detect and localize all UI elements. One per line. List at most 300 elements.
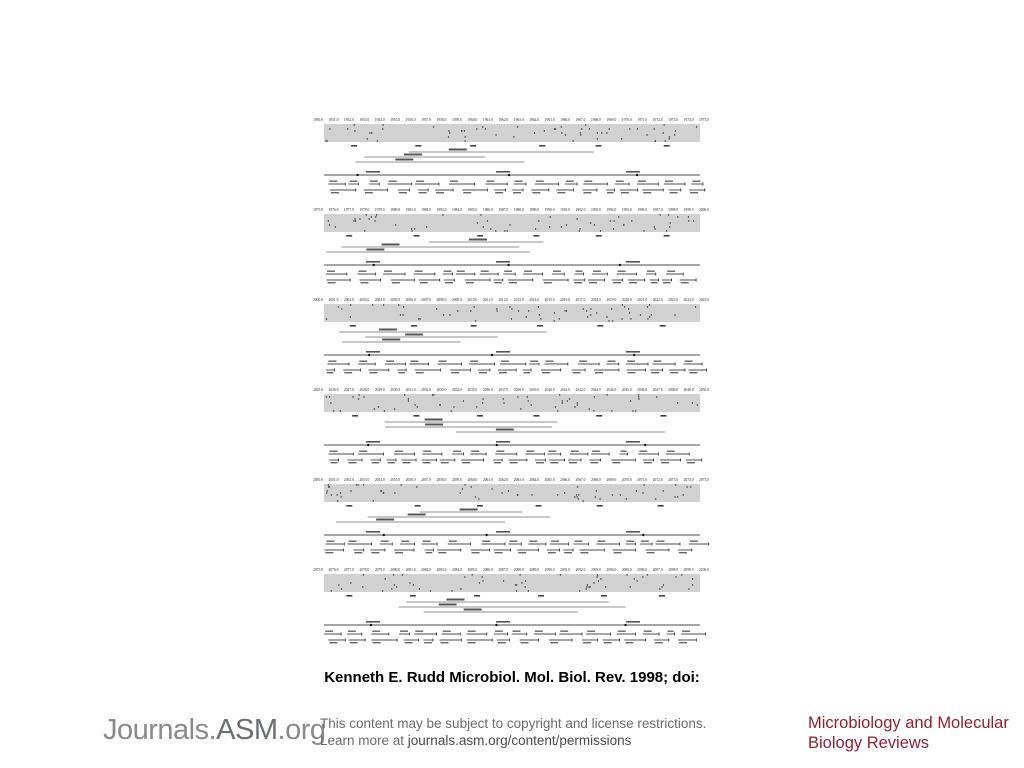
- map-dot: [352, 396, 353, 397]
- scale-tick-label: 2002.0: [343, 298, 354, 302]
- scale-tick-label: 2028.0: [359, 388, 370, 392]
- map-dot: [620, 494, 621, 495]
- footer: [0, 700, 1024, 768]
- map-dot: [553, 320, 554, 321]
- gene-label-mark: [510, 462, 518, 463]
- map-dot: [354, 130, 355, 131]
- map-dot: [599, 498, 600, 499]
- map-dot: [482, 398, 483, 399]
- gene-label-mark: [372, 462, 380, 463]
- gene-label-mark: [651, 282, 658, 283]
- gene-label-mark: [548, 451, 556, 452]
- map-dot: [436, 308, 437, 309]
- gene-label-mark: [670, 192, 678, 193]
- gene-label-mark: [644, 631, 652, 632]
- map-dot: [329, 396, 330, 397]
- map-dot: [693, 220, 694, 221]
- map-dot: [326, 396, 327, 397]
- map-dot: [656, 396, 657, 397]
- map-dot: [465, 136, 466, 137]
- map-dot: [329, 486, 330, 487]
- gene-label-mark: [468, 642, 476, 643]
- map-dot: [355, 220, 356, 221]
- contig-label-mark: [366, 531, 380, 533]
- gene-label-mark: [416, 372, 424, 373]
- map-dot: [478, 498, 479, 499]
- map-dot: [577, 404, 578, 405]
- scale-tick-label: 2063.0: [513, 478, 524, 482]
- map-dot: [517, 126, 518, 127]
- gene-label-mark: [509, 282, 517, 283]
- map-dot: [513, 136, 514, 137]
- scale-tick-label: 2029.0: [374, 388, 385, 392]
- gene-label-mark: [479, 372, 487, 373]
- contig-junction: [642, 534, 644, 536]
- scale-tick-label: 2051.0: [328, 478, 339, 482]
- gene-label-mark: [325, 631, 333, 632]
- map-dot: [416, 486, 417, 487]
- map-dot: [528, 590, 529, 591]
- gene-label-mark: [326, 541, 334, 542]
- map-dot: [496, 308, 497, 309]
- map-dot: [516, 590, 517, 591]
- scale-tick-label: 1978.0: [359, 208, 370, 212]
- scale-tick-label: 2030.0: [390, 388, 401, 392]
- scale-tick-label: 2043.0: [590, 388, 601, 392]
- map-dot: [539, 314, 540, 315]
- scale-tick-label: 2019.0: [606, 298, 617, 302]
- map-dot: [612, 320, 613, 321]
- map-dot: [638, 394, 639, 395]
- notice-line-2: [320, 732, 706, 749]
- map-dot: [598, 580, 599, 581]
- contig-junction: [495, 624, 497, 626]
- gene-label-mark: [410, 361, 418, 362]
- contig-label-mark: [366, 441, 380, 443]
- map-dot: [621, 318, 622, 319]
- journal-name: [808, 713, 1009, 753]
- scale-tick-label: 2024.0: [683, 298, 694, 302]
- map-dot: [585, 124, 586, 125]
- map-dot: [443, 314, 444, 315]
- map-dot: [632, 410, 633, 411]
- map-dot: [622, 304, 623, 305]
- map-dot: [367, 138, 368, 139]
- contig-label-mark: [366, 171, 380, 173]
- gene-label-mark: [647, 271, 655, 272]
- contig-junction: [368, 354, 370, 356]
- map-dot: [328, 220, 329, 221]
- map-dot: [630, 318, 631, 319]
- map-dot: [534, 132, 535, 133]
- gene-label-mark: [628, 372, 636, 373]
- map-dot: [589, 128, 590, 129]
- gene-label-mark: [626, 541, 634, 542]
- map-dot: [606, 132, 607, 133]
- scale-tick-label: 2035.0: [467, 388, 478, 392]
- contig-junction: [367, 444, 369, 446]
- gene-label-mark: [494, 282, 501, 283]
- scale-tick-label: 2000.0: [699, 208, 709, 212]
- minute-label-mark: [596, 235, 602, 237]
- gene-label-mark: [360, 282, 368, 283]
- map-dot: [597, 138, 598, 139]
- gene-label-mark: [589, 282, 597, 283]
- gene-label-mark: [419, 192, 427, 193]
- map-dot: [508, 490, 509, 491]
- map-dot: [426, 226, 427, 227]
- map-dot: [453, 406, 454, 407]
- map-dot: [600, 230, 601, 231]
- map-dot: [448, 130, 449, 131]
- map-dot: [605, 586, 606, 587]
- map-dot: [655, 140, 656, 141]
- map-dot: [675, 130, 676, 131]
- gene-label-mark: [690, 541, 698, 542]
- map-dot: [476, 406, 477, 407]
- scale-tick-label: 2074.0: [683, 478, 694, 482]
- map-dot: [350, 582, 351, 583]
- gene-label-mark: [557, 192, 565, 193]
- scale-tick-label: 2013.0: [513, 298, 524, 302]
- map-dot: [476, 128, 477, 129]
- map-dot: [593, 582, 594, 583]
- clone-label-mark: [469, 239, 487, 241]
- map-dot: [376, 214, 377, 215]
- map-dot: [521, 582, 522, 583]
- gene-label-mark: [449, 541, 457, 542]
- map-dot: [574, 406, 575, 407]
- gene-label-mark: [329, 451, 337, 452]
- map-dot: [414, 228, 415, 229]
- minute-label-mark: [596, 415, 602, 417]
- map-dot: [643, 484, 644, 485]
- map-dot: [566, 224, 567, 225]
- scale-tick-label: 2012.0: [498, 298, 509, 302]
- gene-label-mark: [471, 451, 479, 452]
- map-dot: [495, 134, 496, 135]
- map-dot: [509, 224, 510, 225]
- scale-tick-label: 2081.0: [405, 568, 416, 572]
- map-dot: [559, 394, 560, 395]
- map-dot: [358, 394, 359, 395]
- map-dot: [511, 308, 512, 309]
- scale-tick-label: 1980.0: [390, 208, 401, 212]
- scale-tick-label: 1952.0: [343, 118, 354, 122]
- scale-tick-label: 2026.0: [328, 388, 339, 392]
- gene-label-mark: [509, 541, 517, 542]
- gene-label-mark: [436, 192, 444, 193]
- gene-label-mark: [670, 372, 678, 373]
- copyright-notice: [320, 715, 706, 749]
- gene-label-mark: [542, 372, 550, 373]
- scale-tick-label: 1977.0: [343, 208, 354, 212]
- contig-label-mark: [496, 171, 510, 173]
- gene-label-mark: [451, 372, 459, 373]
- minute-label-mark: [415, 505, 421, 507]
- map-dot: [538, 220, 539, 221]
- gene-label-mark: [575, 271, 582, 272]
- scale-tick-label: 2027.0: [343, 388, 354, 392]
- minute-label-mark: [537, 325, 543, 327]
- scale-tick-label: 1970.0: [621, 118, 632, 122]
- gene-label-mark: [685, 361, 693, 362]
- map-dot: [544, 130, 545, 131]
- gene-label-mark: [359, 451, 367, 452]
- permissions-link[interactable]: journals.asm.org/content/permissions: [407, 733, 632, 748]
- scale-tick-label: 2082.0: [421, 568, 432, 572]
- scale-tick-label: 2060.0: [467, 478, 478, 482]
- map-dot: [354, 124, 355, 125]
- clone-label-mark: [446, 599, 464, 601]
- scale-tick-label: 2010.0: [467, 298, 478, 302]
- map-dot: [596, 576, 597, 577]
- minute-label-mark: [538, 595, 544, 597]
- gene-label-mark: [369, 372, 377, 373]
- scale-tick-label: 2042.0: [575, 388, 586, 392]
- scale-tick-label: 2058.0: [436, 478, 447, 482]
- scale-tick-label: 2000.0: [313, 298, 323, 302]
- minute-label-mark: [410, 595, 416, 597]
- scale-tick-label: 2021.0: [637, 298, 648, 302]
- map-dot: [611, 410, 612, 411]
- map-dot: [688, 216, 689, 217]
- gene-label-mark: [618, 271, 626, 272]
- gene-label-mark: [482, 541, 490, 542]
- map-dot: [430, 590, 431, 591]
- gene-label-mark: [518, 552, 526, 553]
- gene-label-mark: [426, 552, 433, 553]
- scale-tick-label: 1954.0: [374, 118, 385, 122]
- map-dot: [626, 574, 627, 575]
- scale-tick-label: 2020.0: [621, 298, 632, 302]
- gene-label-mark: [495, 552, 503, 553]
- gene-label-mark: [348, 631, 356, 632]
- map-dot: [586, 310, 587, 311]
- map-dot: [326, 140, 327, 141]
- gene-label-mark: [667, 271, 675, 272]
- notice-prefix: Learn more at: [320, 733, 408, 748]
- gene-label-mark: [443, 631, 451, 632]
- clone-label-mark: [379, 329, 397, 331]
- map-dot: [663, 124, 664, 125]
- gene-label-mark: [457, 271, 465, 272]
- map-dot: [475, 320, 476, 321]
- map-dot: [668, 214, 669, 215]
- gene-label-mark: [328, 282, 336, 283]
- gene-label-mark: [580, 552, 588, 553]
- scale-tick-label: 2038.0: [513, 388, 524, 392]
- map-dot: [587, 316, 588, 317]
- scale-tick-label: 2047.0: [652, 388, 663, 392]
- map-dot: [643, 230, 644, 231]
- gene-label-mark: [402, 462, 410, 463]
- map-dot: [369, 132, 370, 133]
- gene-label-mark: [445, 282, 453, 283]
- map-dot: [576, 496, 577, 497]
- gene-label-mark: [495, 631, 503, 632]
- gene-label-mark: [499, 372, 507, 373]
- gene-label-mark: [532, 192, 540, 193]
- map-dot: [629, 128, 630, 129]
- map-dot: [491, 488, 492, 489]
- gene-label-mark: [462, 462, 470, 463]
- scale-tick-label: 1988.0: [513, 208, 524, 212]
- scale-tick-label: 1972.0: [652, 118, 663, 122]
- scale-tick-label: 1973.0: [668, 118, 679, 122]
- map-dot: [511, 318, 512, 319]
- contig-label-mark: [366, 621, 380, 623]
- map-dot: [549, 226, 550, 227]
- contig-label-mark: [496, 621, 510, 623]
- gene-label-mark: [679, 552, 687, 553]
- map-dot: [686, 486, 687, 487]
- map-dot: [597, 574, 598, 575]
- scale-tick-label: 2053.0: [359, 478, 370, 482]
- minute-label-mark: [597, 505, 603, 507]
- scale-tick-label: 2050.0: [699, 388, 709, 392]
- gene-label-mark: [663, 282, 671, 283]
- scale-tick-label: 1990.0: [544, 208, 555, 212]
- minute-label-mark: [346, 505, 352, 507]
- scale-tick-label: 2079.0: [374, 568, 385, 572]
- contig-junction: [373, 264, 375, 266]
- gene-label-mark: [574, 541, 582, 542]
- map-dot: [479, 582, 480, 583]
- gene-label-mark: [653, 361, 661, 362]
- scale-tick-label: 2006.0: [405, 298, 416, 302]
- map-dot: [606, 316, 607, 317]
- scale-tick-label: 1999.0: [683, 208, 694, 212]
- map-dot: [690, 486, 691, 487]
- map-dot: [642, 492, 643, 493]
- gene-label-mark: [386, 361, 394, 362]
- scale-tick-label: 2089.0: [529, 568, 540, 572]
- map-dot: [681, 574, 682, 575]
- map-dot: [528, 400, 529, 401]
- map-dot: [640, 314, 641, 315]
- gene-label-mark: [373, 642, 381, 643]
- map-dot: [333, 410, 334, 411]
- map-dot: [475, 496, 476, 497]
- map-dot: [574, 496, 575, 497]
- map-dot: [555, 128, 556, 129]
- scale-tick-label: 2073.0: [668, 478, 679, 482]
- gene-label-mark: [593, 271, 601, 272]
- gene-label-mark: [329, 642, 337, 643]
- map-dot: [608, 128, 609, 129]
- gene-label-mark: [529, 541, 537, 542]
- map-dot: [473, 306, 474, 307]
- minute-label-mark: [413, 415, 419, 417]
- map-dot: [629, 586, 630, 587]
- map-dot: [697, 404, 698, 405]
- map-dot: [677, 216, 678, 217]
- map-dot: [433, 126, 434, 127]
- contig-junction: [370, 624, 372, 626]
- scale-tick-label: 1961.0: [482, 118, 493, 122]
- map-dot: [371, 132, 372, 133]
- contig-junction: [633, 354, 635, 356]
- map-dot: [651, 314, 652, 315]
- map-dot: [394, 492, 395, 493]
- scale-tick-label: 2041.0: [560, 388, 570, 392]
- gene-label-mark: [583, 192, 591, 193]
- map-dot: [636, 580, 637, 581]
- map-dot: [408, 398, 409, 399]
- clone-label-mark: [460, 509, 478, 511]
- notice-line-1: This content may be subject to copyright and license restrictions.: [320, 716, 707, 731]
- scale-tick-label: 1992.0: [575, 208, 586, 212]
- gene-label-mark: [629, 282, 637, 283]
- gene-label-mark: [621, 192, 629, 193]
- map-dot: [572, 140, 573, 141]
- map-dot: [414, 404, 415, 405]
- map-dot: [566, 310, 567, 311]
- map-dot: [409, 582, 410, 583]
- map-dot: [630, 400, 631, 401]
- contig-label-mark: [496, 351, 510, 353]
- map-dot: [374, 408, 375, 409]
- gene-label-mark: [607, 361, 615, 362]
- gene-label-mark: [621, 451, 627, 452]
- map-dot: [506, 230, 507, 231]
- gene-label-mark: [438, 552, 446, 553]
- scale-tick-label: 2086.0: [482, 568, 493, 572]
- scale-tick-label: 2092.0: [575, 568, 586, 572]
- gene-label-mark: [550, 462, 558, 463]
- map-dot: [631, 220, 632, 221]
- map-dot: [503, 402, 504, 403]
- map-dot: [335, 226, 336, 227]
- scale-tick-label: 1967.0: [575, 118, 586, 122]
- map-dot: [564, 310, 565, 311]
- map-dot: [482, 402, 483, 403]
- scale-tick-label: 1993.0: [590, 208, 601, 212]
- scale-tick-label: 1984.0: [452, 208, 462, 212]
- gene-label-mark: [590, 462, 598, 463]
- gene-label-mark: [564, 552, 572, 553]
- minute-label-mark: [351, 145, 357, 147]
- scale-tick-label: 2076.0: [328, 568, 339, 572]
- scale-tick-label: 1983.0: [436, 208, 447, 212]
- map-dot: [649, 304, 650, 305]
- map-dot: [606, 394, 607, 395]
- map-dot: [483, 226, 484, 227]
- gene-label-mark: [470, 361, 478, 362]
- map-dot: [338, 584, 339, 585]
- scale-tick-label: 2099.0: [683, 568, 694, 572]
- scale-tick-label: 1982.0: [421, 208, 432, 212]
- journals-asm-logo[interactable]: [103, 714, 326, 747]
- map-dot: [661, 586, 662, 587]
- gene-label-mark: [453, 451, 461, 452]
- map-dot: [590, 308, 591, 309]
- clone-label-mark: [464, 609, 482, 611]
- scale-tick-label: 2100.0: [699, 568, 709, 572]
- contig-junction: [383, 534, 385, 536]
- scale-tick-label: 2046.0: [637, 388, 648, 392]
- map-dot: [372, 304, 373, 305]
- gene-label-mark: [358, 271, 366, 272]
- gene-label-mark: [521, 642, 529, 643]
- scale-tick-label: 1953.0: [359, 118, 370, 122]
- map-dot: [509, 306, 510, 307]
- scale-tick-label: 2014.0: [529, 298, 540, 302]
- map-dot: [646, 134, 647, 135]
- gene-label-mark: [388, 462, 395, 463]
- map-dot: [637, 128, 638, 129]
